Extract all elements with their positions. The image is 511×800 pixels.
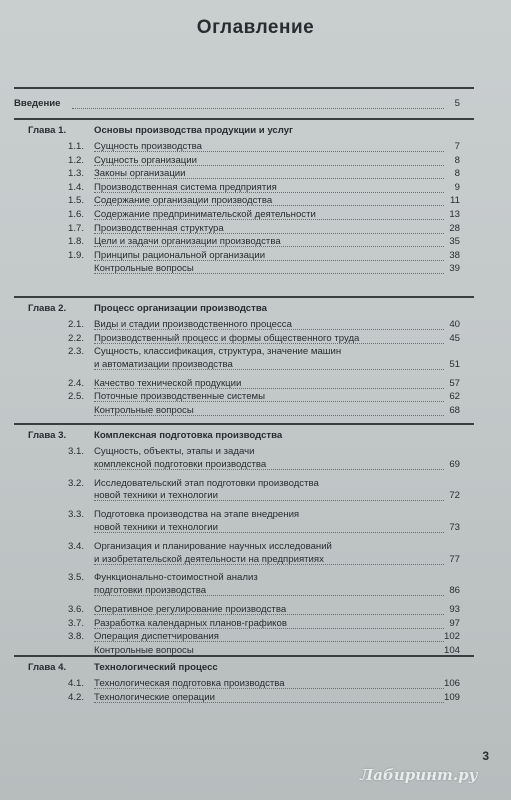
entry-text: Виды и стадии производственного процесса [94, 319, 292, 330]
page-title: Оглавление [196, 17, 315, 38]
toc-entry [14, 677, 460, 691]
toc-page-number: 38 [449, 249, 460, 261]
entry-text: Сущность, объекты, этапы и задачи [94, 446, 255, 457]
toc-page-number: 93 [449, 604, 460, 615]
entry-number: 3.6. [67, 604, 84, 615]
entry-text: Производственный процесс и формы общественного труда [94, 332, 360, 344]
toc-page-number: 104 [443, 644, 460, 656]
toc-entry [14, 332, 460, 346]
toc-page-number: 97 [449, 617, 460, 629]
entry-number: 1.1. [67, 141, 84, 152]
toc-chapter-heading [14, 661, 460, 675]
toc-entry [14, 154, 460, 168]
entry-text: Законы организации [94, 168, 186, 180]
entry-number: 3.2. [67, 477, 84, 489]
toc-chapter-heading [14, 429, 460, 443]
entry-number: 4.1. [67, 678, 84, 689]
chapter-number: Глава 4. [28, 662, 67, 673]
entry-text: Функционально-стоимостной анализ [94, 572, 258, 584]
toc-page-number: 68 [449, 405, 460, 416]
toc-entry [14, 404, 460, 418]
entry-text: Качество технической продукции [94, 377, 242, 389]
entry-number: 3.3. [67, 509, 84, 521]
chapter-title: Технологический процесс [94, 662, 218, 673]
toc-intro-label: Введение [14, 98, 61, 109]
section-divider [14, 655, 474, 657]
entry-number: 2.2. [67, 332, 84, 344]
toc-page-number: 35 [449, 236, 460, 248]
entry-text-continued: новой техники и технологии [94, 522, 218, 533]
entry-text: Производственная структура [94, 222, 224, 234]
entry-text: Контрольные вопросы [94, 405, 194, 416]
entry-text: Содержание организации производства [94, 195, 273, 207]
toc-page-number: 8 [454, 154, 460, 166]
toc-chapter-heading [14, 302, 460, 316]
toc-page-number: 106 [443, 678, 460, 689]
entry-text: Сущность, классификация, структура, значение машин [94, 346, 342, 358]
toc-chapter-heading [14, 124, 460, 138]
entry-number: 2.3. [67, 346, 84, 358]
toc-entry [14, 377, 460, 391]
entry-text: Исследовательский этап подготовки производства [94, 477, 319, 489]
entry-text: Контрольные вопросы [94, 644, 194, 656]
toc-page-number: 45 [449, 332, 460, 344]
toc-entry [14, 553, 460, 567]
toc-entry [14, 390, 460, 404]
toc-entry [14, 222, 460, 236]
toc-entry [14, 167, 460, 181]
entry-text: Технологические операции [94, 691, 216, 703]
page-number: 3 [482, 749, 489, 763]
entry-number: 2.4. [67, 377, 84, 389]
entry-text: Оперативное регулирование производства [94, 604, 287, 615]
toc-page-number: 9 [454, 181, 460, 193]
toc-page-number: 77 [449, 553, 460, 565]
entry-number: 3.5. [67, 572, 84, 584]
toc-entry [14, 181, 460, 195]
toc-page-number: 86 [449, 585, 460, 597]
chapter-number: Глава 2. [28, 303, 67, 314]
toc-entry [14, 617, 460, 631]
entry-text: Операция диспетчирования [94, 631, 219, 643]
entry-text-continued: и изобретательской деятельности на предприятиях [94, 553, 324, 565]
entry-text: Сущность организации [94, 154, 198, 166]
toc-entry [14, 603, 460, 617]
entry-text: Разработка календарных планов-графиков [94, 617, 287, 629]
section-divider [14, 423, 474, 425]
entry-number: 3.4. [67, 540, 84, 552]
section-divider [14, 296, 474, 298]
entry-text: Контрольные вопросы [94, 263, 194, 275]
entry-number: 1.5. [67, 195, 84, 207]
entry-text: Цели и задачи организации производства [94, 236, 281, 248]
toc-page-number: 39 [449, 263, 460, 275]
toc-entry [14, 249, 460, 263]
toc-entry [14, 458, 460, 472]
entry-text: Принципы рациональной организации [94, 249, 266, 261]
entry-number: 1.2. [67, 154, 84, 166]
leader-dots [72, 108, 444, 109]
toc-page-number: 11 [450, 195, 460, 207]
entry-number: 1.8. [67, 236, 84, 248]
entry-text: Технологическая подготовка производства [94, 678, 285, 689]
section-divider [14, 118, 474, 120]
watermark-logo: Лабиринт.ру [360, 766, 478, 784]
entry-number: 2.5. [67, 391, 84, 403]
entry-text: Поточные производственные системы [94, 391, 266, 403]
entry-number: 3.8. [67, 631, 84, 643]
entry-number: 3.1. [67, 446, 84, 457]
toc-page-number: 51 [449, 359, 460, 370]
entry-number: 1.3. [67, 168, 84, 180]
toc-page-number: 62 [449, 391, 460, 403]
toc-entry [14, 489, 460, 503]
toc-entry [14, 358, 460, 372]
toc-entry [14, 235, 460, 249]
chapter-number: Глава 1. [28, 125, 67, 136]
chapter-title: Процесс организации производства [94, 303, 267, 314]
toc-entry [14, 691, 460, 705]
entry-number: 1.6. [67, 209, 84, 220]
toc-page-number: 72 [449, 490, 460, 502]
toc-page-number: 57 [449, 377, 460, 389]
entry-text: Производственная система предприятия [94, 181, 277, 193]
toc-page-number: 109 [443, 691, 460, 703]
entry-number: 2.1. [67, 319, 84, 330]
entry-number: 4.2. [67, 691, 84, 703]
section-divider [14, 87, 474, 89]
entry-text-continued: подготовки производства [94, 585, 207, 597]
entry-text-continued: комплексной подготовки производства [94, 458, 267, 470]
toc-entry [14, 318, 460, 332]
entry-number: 1.9. [67, 249, 84, 261]
chapter-title: Основы производства продукции и услуг [94, 125, 294, 136]
entry-text-continued: и автоматизации производства [94, 359, 233, 370]
toc-entry [14, 208, 460, 222]
entry-text: Подготовка производства на этапе внедрения [94, 509, 300, 521]
toc-page-number: 7 [454, 141, 460, 152]
toc-page-number: 102 [443, 631, 460, 643]
toc-entry [14, 584, 460, 598]
entry-text: Организация и планирование научных исследований [94, 540, 332, 552]
toc-entry [14, 630, 460, 644]
entry-text-continued: новой техники и технологии [94, 490, 218, 502]
toc-page-number: 13 [449, 209, 460, 220]
toc-intro-row [14, 97, 460, 111]
toc-page-number: 28 [449, 222, 460, 234]
toc-page-number: 73 [449, 522, 460, 533]
chapter-title: Комплексная подготовка производства [94, 430, 283, 441]
toc-page-number: 40 [449, 319, 460, 330]
chapter-number: Глава 3. [28, 430, 67, 441]
entry-number: 1.7. [67, 222, 84, 234]
entry-text: Сущность производства [94, 141, 202, 152]
toc-entry [14, 521, 460, 535]
entry-number: 1.4. [67, 181, 84, 193]
entry-number: 3.7. [67, 617, 84, 629]
toc-page-number: 5 [454, 98, 460, 109]
entry-text: Содержание предпринимательской деятельности [94, 209, 316, 220]
toc-page-number: 8 [454, 168, 460, 180]
toc-entry [14, 262, 460, 276]
toc-page-number: 69 [449, 458, 460, 470]
toc-entry [14, 194, 460, 208]
toc-entry [14, 140, 460, 154]
